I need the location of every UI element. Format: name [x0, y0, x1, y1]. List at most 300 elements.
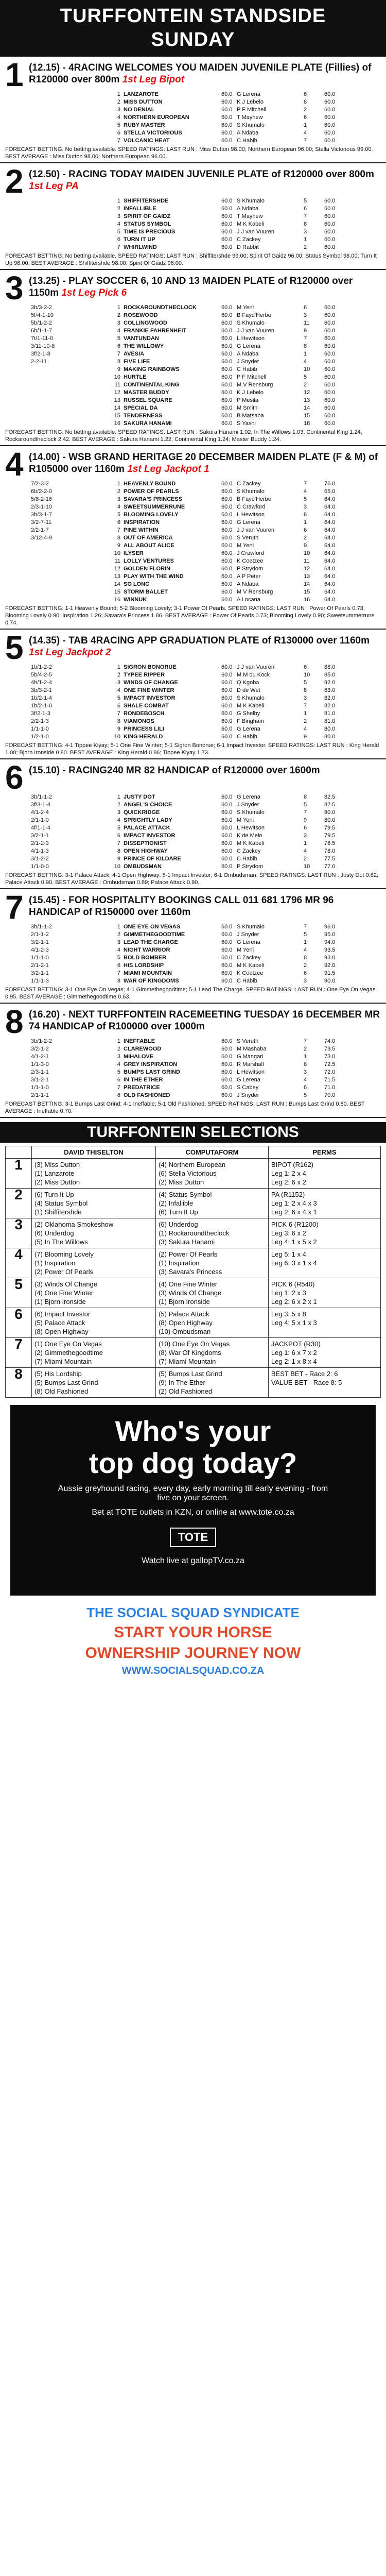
runner-row: [31, 840, 381, 848]
runner-number: 1: [117, 1038, 120, 1044]
runner-name: LEAD THE CHARGE: [124, 939, 178, 945]
race-header: [5, 446, 381, 483]
runner-number: 6: [117, 236, 120, 243]
runner-weight: 60.0: [221, 931, 233, 938]
runner-name: FRANKIE FAHRENHEIT: [124, 328, 187, 334]
runner-weight: 60.0: [221, 488, 233, 495]
runner-number: 1: [117, 924, 120, 930]
selection-line: (10) Ombudsman: [159, 1328, 211, 1335]
runner-weight: 60.0: [221, 420, 233, 427]
runner-weight: 60.0: [221, 512, 233, 518]
runner-form: 2/3-1-1: [31, 1069, 49, 1075]
runner-name: MISS DUTTON: [124, 99, 163, 105]
runner-draw: 6: [304, 664, 307, 670]
runner-number: 6: [117, 1077, 120, 1083]
runner-weight: 60.0: [221, 496, 233, 502]
selection-perms-cell: [268, 1189, 380, 1218]
runner-row: [31, 1076, 381, 1084]
runner-form: 3/2-1-2: [31, 1046, 49, 1052]
runner-number: 9: [117, 856, 120, 862]
runner-jockey: J Snyder: [237, 359, 259, 365]
runner-draw: 11: [304, 320, 310, 326]
runner-number: 2: [117, 802, 120, 808]
runner-draw: 13: [304, 573, 310, 580]
runner-form: 5b/4-2-5: [31, 672, 52, 678]
runner-rating: 60.0: [324, 304, 336, 311]
runner-form: [31, 122, 108, 129]
selection-line: (7) Blooming Lovely: [34, 1250, 94, 1258]
runner-draw: 6: [304, 206, 307, 212]
runner-name: VIAMONOS: [124, 718, 154, 724]
runner-jockey: D Rabbit: [237, 244, 259, 250]
runner-jockey: S Khumalo: [237, 488, 265, 495]
runner-row: [31, 946, 381, 954]
runner-name: SPIRIT OF GAIDZ: [124, 213, 171, 219]
runner-jockey: S Khumalo: [237, 198, 265, 204]
runner-name: SIGRON BONORUE: [124, 664, 177, 670]
runner-rating: 60.0: [324, 374, 336, 380]
selection-line: (1) Lanzarote: [34, 1170, 75, 1177]
social-squad-logo: THE SOCIAL SQUAD SYNDICATE: [86, 1605, 300, 1620]
selection-line: (2) Old Fashioned: [159, 1387, 213, 1395]
runner-draw: 10: [304, 863, 310, 870]
runner-row: [31, 671, 381, 679]
social-tagline-2: OWNERSHIP JOURNEY NOW: [85, 1645, 301, 1662]
runner-name: PREDATRICE: [124, 1084, 160, 1091]
runner-weight: 60.0: [221, 1077, 233, 1083]
selection-computa-cell: [156, 1308, 269, 1338]
runner-number: 2: [117, 99, 120, 105]
runner-rating: 60.0: [324, 359, 336, 365]
runner-row: [31, 565, 381, 573]
runner-weight: 60.0: [221, 924, 233, 930]
runner-number: 8: [117, 359, 120, 365]
social-tagline-1: START YOUR HORSE: [114, 1624, 272, 1641]
runner-name: SO LONG: [124, 581, 150, 587]
runner-row: [31, 581, 381, 588]
runner-row: [31, 855, 381, 863]
runner-form: [31, 98, 108, 106]
runner-number: 2: [117, 672, 120, 678]
runner-draw: 12: [304, 566, 310, 572]
runner-rating: 60.0: [324, 229, 336, 235]
runner-weight: 60.0: [221, 1061, 233, 1067]
runner-form: 1/1-1-0: [31, 955, 49, 961]
runner-number: 6: [117, 130, 120, 136]
runner-draw: 1: [304, 122, 307, 128]
runner-row: [31, 335, 381, 343]
runner-number: 8: [117, 1092, 120, 1098]
runner-number: 4: [117, 504, 120, 510]
runner-form: 3/1-2-2: [31, 856, 49, 862]
race-8: [0, 1004, 386, 1118]
runner-jockey: J Snyder: [237, 1092, 259, 1098]
runner-rating: 64.0: [324, 597, 336, 603]
ad-watch-link[interactable]: Watch live at gallopTV.co.za: [142, 1556, 244, 1565]
runner-jockey: P Mesila: [237, 397, 258, 403]
selection-line: (6) Impact Investor: [34, 1310, 91, 1318]
runner-number: 5: [117, 825, 120, 831]
runner-number: 7: [117, 1084, 120, 1091]
runner-row: [31, 511, 381, 519]
selection-line: Leg 1: 6 x 7 x 2: [271, 1349, 317, 1357]
selection-line: Leg 4: 5 x 1 x 3: [271, 1319, 317, 1327]
runner-rating: 60.0: [324, 328, 336, 334]
runner-weight: 60.0: [221, 726, 233, 732]
selection-line: (8) Open Highway: [34, 1328, 89, 1335]
runner-draw: 6: [304, 970, 307, 976]
selection-line: Leg 1: 2 x 4: [271, 1170, 306, 1177]
runner-jockey: G Lerena: [237, 726, 260, 732]
runner-form: [31, 221, 108, 228]
runner-form: 1b/2-1-0: [31, 703, 52, 709]
runner-row: [31, 197, 381, 205]
ad-headline-1: Who's your: [115, 1415, 271, 1447]
runner-name: GOLDEN FLORIN: [124, 566, 171, 572]
runner-draw: 2: [304, 962, 307, 969]
runner-rating: 76.0: [324, 481, 336, 487]
races-list: [0, 57, 386, 1118]
selection-line: JACKPOT (R30): [271, 1340, 321, 1348]
runner-rating: 64.0: [324, 543, 336, 549]
runner-jockey: C Zackey: [237, 236, 261, 243]
race-title: [29, 633, 381, 658]
selection-race-number: 2: [6, 1189, 32, 1218]
runner-row: [31, 488, 381, 496]
runner-rating: 60.0: [324, 413, 336, 419]
runner-rating: 77.5: [324, 856, 336, 862]
selection-race-number: 6: [6, 1308, 32, 1338]
runner-form: 3/11-10-8: [31, 343, 55, 349]
greyhound-advert[interactable]: [10, 1405, 376, 1596]
runner-jockey: K de Melo: [237, 833, 262, 839]
runner-name: DISSEPTIONIST: [124, 840, 167, 846]
runner-draw: 4: [304, 359, 307, 365]
social-squad-advert[interactable]: [0, 1605, 386, 1677]
runner-form: [31, 244, 108, 251]
runner-rating: 60.0: [324, 130, 336, 136]
selection-row: [6, 1308, 381, 1338]
runner-number: 6: [117, 833, 120, 839]
runner-draw: 3: [304, 229, 307, 235]
runner-rating: 93.0: [324, 955, 336, 961]
runner-draw: 2: [304, 1046, 307, 1052]
runner-rating: 65.0: [324, 488, 336, 495]
runner-row: [31, 710, 381, 718]
runner-draw: 5: [304, 496, 307, 502]
race-5: [0, 630, 386, 759]
runner-rating: 79.5: [324, 825, 336, 831]
runner-draw: 6: [304, 1084, 307, 1091]
runner-row: [31, 1069, 381, 1076]
runner-weight: 60.0: [221, 328, 233, 334]
runner-draw: 9: [304, 734, 307, 740]
runner-number: 14: [114, 405, 120, 411]
runner-number: 4: [117, 817, 120, 823]
runner-rating: 60.0: [324, 114, 336, 121]
selection-david-cell: [32, 1159, 156, 1189]
runner-draw: 3: [304, 695, 307, 701]
runner-draw: 11: [304, 558, 310, 564]
runner-form: 6b/1-1-7: [31, 328, 52, 334]
runner-weight: 60.0: [221, 710, 233, 717]
runner-name: PLAY WITH THE WIND: [124, 573, 184, 580]
runner-number: 9: [117, 366, 120, 372]
runner-rating: 64.0: [324, 573, 336, 580]
runner-jockey: M V Rensburg: [237, 589, 273, 595]
selection-perms-cell: [268, 1218, 380, 1248]
runner-rating: 60.0: [324, 343, 336, 349]
runner-form: 3b/1-1-2: [31, 794, 52, 800]
runner-form: [31, 389, 108, 397]
runner-row: [31, 824, 381, 832]
runner-form: 2/1-1-0: [31, 817, 49, 823]
runner-name: INEFFABLE: [124, 1038, 155, 1044]
runner-rating: 60.0: [324, 312, 336, 318]
runner-rating: 92.0: [324, 962, 336, 969]
race-6: [0, 759, 386, 889]
runner-rating: 64.0: [324, 512, 336, 518]
runner-weight: 60.0: [221, 1038, 233, 1044]
runner-name: QUICKRIDGE: [124, 809, 160, 816]
selection-line: (7) Miami Mountain: [34, 1358, 92, 1365]
runner-form: 2/1-1-2: [31, 931, 49, 938]
selection-line: (2) Gimmethegoodtime: [34, 1349, 103, 1357]
race-notes: FORECAST BETTING: 1-1 Heavenly Bound; 5-2 Blooming Lovely; 3-1 Power Of Pearls. SPEED RATINGS: LAST RUN : Power Of Pearls 0.73; Blooming Lovely 0.90; Inspiration 1.26; Savara's Princess 1.86. BEST AVERAGE : Power Of Pearls 0.73; Blooming Lovely 0.90; Sweetsummerrune 0.74.: [5, 605, 375, 626]
runner-jockey: J J van Vuuren: [237, 328, 274, 334]
runner-draw: 6: [304, 304, 307, 311]
runner-row: [31, 389, 381, 397]
runner-jockey: C Crawford: [237, 504, 266, 510]
selection-perms-cell: [268, 1308, 380, 1338]
runner-jockey: A Ndaba: [237, 130, 259, 136]
runner-number: 8: [117, 718, 120, 724]
runner-name: OMBUDSMAN: [124, 863, 162, 870]
runner-row: [31, 793, 381, 801]
runner-jockey: J J van Vuuren: [237, 229, 274, 235]
runners-list: [31, 664, 381, 741]
runner-jockey: G Mangari: [237, 1054, 264, 1060]
selection-computa-cell: [156, 1159, 269, 1189]
runner-jockey: T Mayhew: [237, 213, 263, 219]
runner-form: [31, 205, 108, 213]
runner-form: 1/2-1-0: [31, 734, 49, 740]
selection-david-cell: [32, 1218, 156, 1248]
race-title-text: (15.10) - RACING240 MR 82 HANDICAP of R120000 over 1600m: [29, 765, 320, 776]
selection-line: (5) Palace Attack: [34, 1319, 85, 1327]
runner-jockey: L Hewitson: [237, 825, 265, 831]
race-title: [29, 1007, 381, 1032]
runner-number: 3: [117, 939, 120, 945]
runner-draw: 12: [304, 389, 310, 396]
race-title-text: (14.00) - WSB GRAND HERITAGE 20 DECEMBER MAIDEN PLATE (F & M) of R105000 over 1160m: [29, 452, 378, 474]
runner-jockey: M Yeni: [237, 543, 254, 549]
runner-jockey: G Lerena: [237, 939, 260, 945]
runner-form: 3/1-2-1: [31, 1077, 49, 1083]
runner-weight: 60.0: [221, 122, 233, 128]
runner-number: 10: [114, 863, 120, 870]
runner-row: [31, 358, 381, 366]
runner-weight: 60.0: [221, 504, 233, 510]
selection-line: Leg 1: 2 x 4 x 3: [271, 1199, 317, 1207]
runner-draw: 7: [304, 481, 307, 487]
runner-draw: 6: [304, 825, 307, 831]
runner-number: 2: [117, 312, 120, 318]
runner-number: 5: [117, 335, 120, 342]
selection-line: (5) Bumps Last Grind: [159, 1370, 222, 1378]
runner-form: [31, 236, 108, 244]
runner-draw: 7: [304, 138, 307, 144]
runner-weight: 60.0: [221, 304, 233, 311]
selection-line: (3) Miss Dutton: [34, 1161, 80, 1168]
runner-form: [31, 114, 108, 122]
runner-form: 2/2-1-3: [31, 718, 49, 724]
selection-line: (1) Inspiration: [34, 1259, 76, 1267]
runner-jockey: J Crawford: [237, 550, 265, 556]
runner-row: [31, 343, 381, 350]
selection-line: (5) Bumps Last Grind: [34, 1379, 98, 1386]
runner-name: ROSEWOOD: [124, 312, 158, 318]
runner-draw: 7: [304, 809, 307, 816]
runner-name: JUSTY DOT: [124, 794, 155, 800]
runner-row: [31, 550, 381, 557]
runner-number: 11: [114, 558, 120, 564]
runner-number: 7: [117, 244, 120, 250]
runner-row: [31, 205, 381, 213]
runner-name: MIHALOVE: [124, 1054, 154, 1060]
selection-line: Leg 6: 3 x 1 x 4: [271, 1259, 317, 1267]
selection-line: (6) Turn It Up: [159, 1208, 198, 1216]
page-title-line2: SUNDAY: [151, 29, 235, 50]
selection-line: (1) Inspiration: [159, 1259, 200, 1267]
selection-line: BIPOT (R162): [271, 1161, 314, 1168]
runner-draw: 7: [304, 1038, 307, 1044]
runner-number: 3: [117, 680, 120, 686]
runner-row: [31, 848, 381, 855]
runner-form: 3b/1-2-2: [31, 1038, 52, 1044]
race-notes: FORECAST BETTING: No betting available. SPEED RATINGS: LAST RUN : Miss Dutton 98.00; Northern European 96.00; Stella Victorious 99.00. BEST AVERAGE : Miss Dutton 98.00; Northern European 96.00.: [5, 146, 373, 160]
runner-number: 13: [114, 397, 120, 403]
runner-name: COLLINGWOOD: [124, 320, 167, 326]
selection-race-number: 8: [6, 1368, 32, 1398]
runner-weight: 60.0: [221, 1054, 233, 1060]
runner-rating: 72.5: [324, 1061, 336, 1067]
selection-line: Leg 2: 1 x 8 x 4: [271, 1358, 317, 1365]
runner-rating: 82.0: [324, 680, 336, 686]
runner-draw: 1: [304, 1054, 307, 1060]
race-title-text: (14.35) - TAB 4RACING APP GRADUATION PLATE of R130000 over 1160m: [29, 635, 370, 646]
runner-number: 4: [117, 328, 120, 334]
runner-jockey: K J Lebelo: [237, 389, 264, 396]
runner-row: [31, 863, 381, 871]
runners-list: [31, 1038, 381, 1099]
runner-weight: 60.0: [221, 206, 233, 212]
race-3: [0, 270, 386, 446]
runner-rating: 90.0: [324, 978, 336, 984]
runner-draw: 4: [304, 726, 307, 732]
runner-weight: 60.0: [221, 802, 233, 808]
runner-number: 3: [117, 320, 120, 326]
runner-name: SHIFFITERSHDE: [124, 198, 169, 204]
runner-rating: 64.0: [324, 581, 336, 587]
runner-weight: 60.0: [221, 1092, 233, 1098]
selection-david-cell: [32, 1308, 156, 1338]
runner-row: [31, 718, 381, 725]
runner-row: [31, 91, 381, 98]
runner-number: 14: [114, 581, 120, 587]
runner-jockey: M M du Kock: [237, 672, 270, 678]
runner-weight: 60.0: [221, 244, 233, 250]
runner-name: GIMMETHEGOODTIME: [124, 931, 185, 938]
runner-jockey: P Strydom: [237, 863, 264, 870]
selection-line: (5) In The Willows: [34, 1238, 88, 1246]
runner-jockey: M V Rensburg: [237, 382, 273, 388]
runner-number: 3: [117, 213, 120, 219]
runner-rating: 60.0: [324, 320, 336, 326]
runner-number: 3: [117, 1054, 120, 1060]
runner-draw: 5: [304, 1092, 307, 1098]
runner-number: 2: [117, 931, 120, 938]
runner-rating: 64.0: [324, 550, 336, 556]
runner-weight: 60.0: [221, 535, 233, 541]
runner-weight: 60.0: [221, 359, 233, 365]
runner-draw: 1: [304, 939, 307, 945]
runner-draw: 8: [304, 687, 307, 693]
runner-number: 16: [114, 597, 120, 603]
runner-rating: 82.0: [324, 695, 336, 701]
runner-row: [31, 236, 381, 244]
selection-race-number: 7: [6, 1338, 32, 1368]
runner-form: 6b/2-2-0: [31, 488, 52, 495]
runner-weight: 60.0: [221, 481, 233, 487]
selection-race-number: 5: [6, 1278, 32, 1308]
runner-rating: 60.0: [324, 335, 336, 342]
runner-row: [31, 923, 381, 931]
runner-draw: 16: [304, 420, 310, 427]
social-url[interactable]: WWW.SOCIALSQUAD.CO.ZA: [121, 1665, 265, 1676]
selection-computa-cell: [156, 1338, 269, 1368]
runner-number: 4: [117, 114, 120, 121]
selection-race-number: 4: [6, 1248, 32, 1278]
runner-name: INFALLIBLE: [124, 206, 156, 212]
runner-row: [31, 733, 381, 741]
runner-jockey: G Lerena: [237, 519, 260, 526]
runner-draw: 6: [304, 114, 307, 121]
runner-draw: 5: [304, 198, 307, 204]
runner-name: OUT OF AMERICA: [124, 535, 173, 541]
runners-list: [31, 793, 381, 871]
ad-headline-2: top dog today?: [89, 1447, 297, 1479]
runner-draw: 3: [304, 833, 307, 839]
race-number: 1: [5, 56, 24, 93]
runner-form: 4/1-2-4: [31, 809, 49, 816]
runner-jockey: K J Lebelo: [237, 99, 264, 105]
runner-jockey: C Habib: [237, 734, 257, 740]
runner-jockey: J J van Vuuren: [237, 527, 274, 533]
selection-line: (4) One Fine Winter: [159, 1280, 218, 1288]
selection-line: (8) Old Fashioned: [34, 1387, 89, 1395]
race-leg: 1st Leg Bipot: [122, 74, 185, 85]
selections-header-row: [6, 1146, 381, 1159]
runner-form: [31, 137, 108, 145]
runner-form: [31, 581, 108, 588]
runner-number: 3: [117, 107, 120, 113]
runner-name: STELLA VICTORIOUS: [124, 130, 182, 136]
selection-row: [6, 1248, 381, 1278]
selection-line: VALUE BET - Race 8: 5: [271, 1379, 342, 1386]
runner-number: 3: [117, 496, 120, 502]
runner-weight: 60.0: [221, 351, 233, 357]
